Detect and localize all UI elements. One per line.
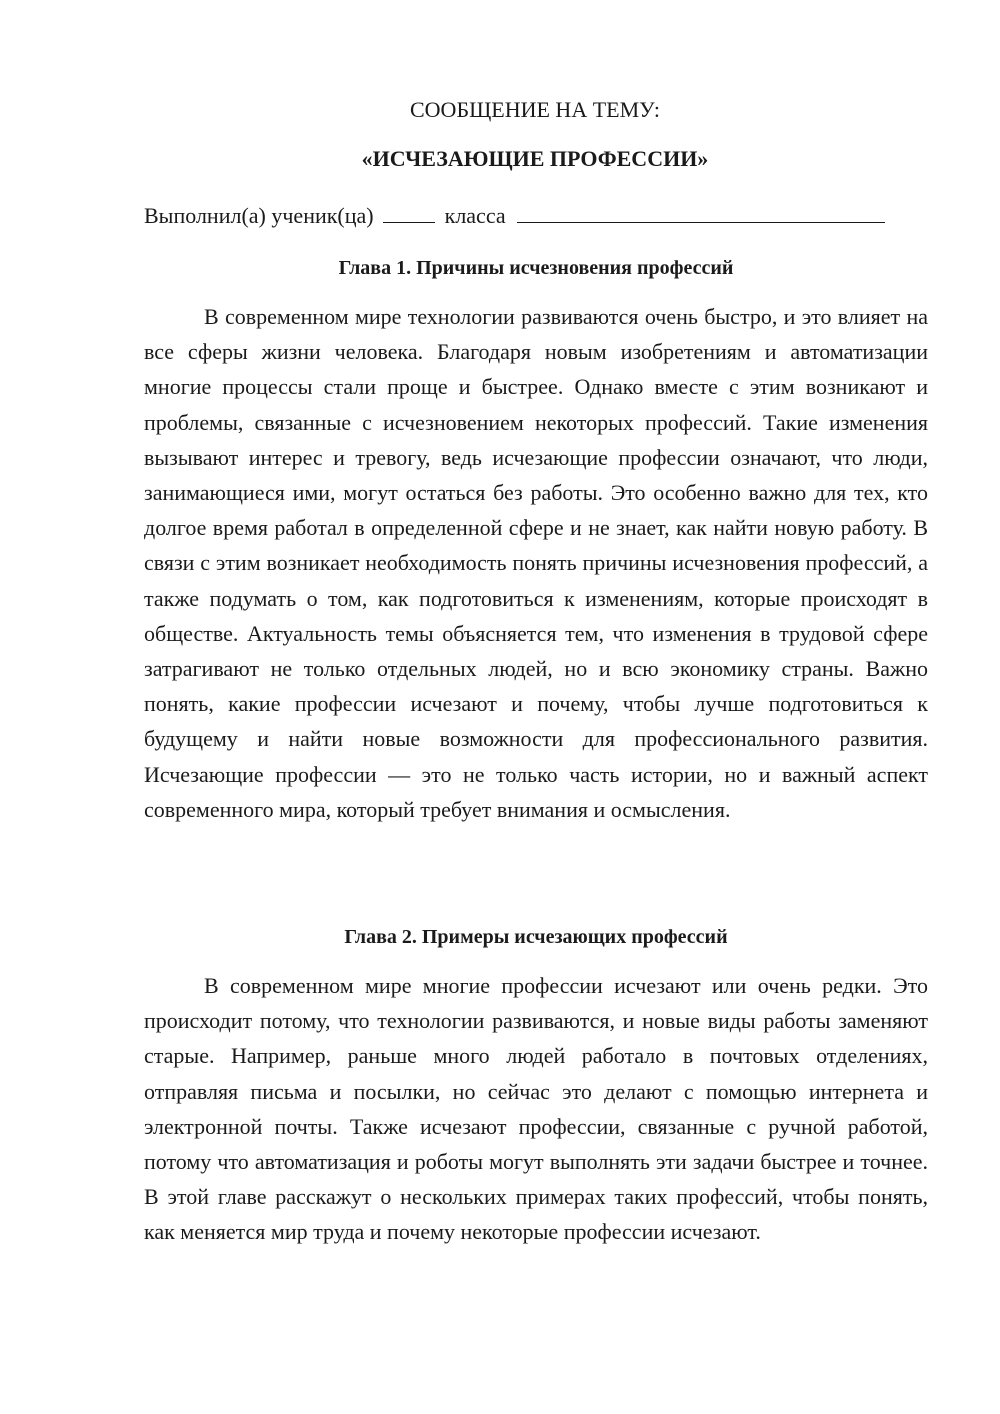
chapter-1-heading: Глава 1. Причины исчезновения профессий bbox=[338, 257, 734, 279]
title-line-1: СООБЩЕНИЕ НА ТЕМУ: bbox=[410, 97, 660, 122]
class-label: класса bbox=[444, 203, 506, 228]
grade-blank bbox=[383, 196, 435, 223]
name-blank bbox=[517, 196, 885, 223]
chapter-1-paragraph: В современном мире технологии развиваются очень быстро, и это влияет на все сферы жизни человека. Благодаря новым изобретениям и автоматизации многие процессы стали проще и быстрее. Однако вместе с этим возникают и проблемы, связанные с исчезновением некоторых профессий. Такие изменения вызывают интерес и тревогу, ведь исчезающие профессии означают, что люди, занимающиеся ими, могут остаться без работы. Это особенно важно для тех, кто долгое время работал в определенной сфере и не знает, как найти новую работу. В связи с этим возникает необходимость понять причины исчезновения профессий, а также подумать о том, как подготовиться к изменениям, которые происходят в обществе. Актуальность темы объясняется тем, что изменения в трудовой сфере затрагивают не только отдельных людей, но и всю экономику страны. Важно понять, какие профессии исчезают и почему, чтобы лучше подготовиться к будущему и найти новые возможности для профессионального развития. Исчезающие профессии — это не только часть истории, но и важный аспект современного мира, который требует внимания и осмысления. bbox=[144, 304, 928, 822]
student-label: Выполнил(а) ученик(ца) bbox=[144, 203, 374, 228]
chapter-2-heading: Глава 2. Примеры исчезающих профессий bbox=[344, 926, 728, 948]
title-line-2: «ИСЧЕЗАЮЩИЕ ПРОФЕССИИ» bbox=[361, 146, 709, 171]
chapter-2-paragraph: В современном мире многие профессии исчезают или очень редки. Это происходит потому, что технологии развиваются, и новые виды работы заменяют старые. Например, раньше много людей работало в почтовых отделениях, отправляя письма и посылки, но сейчас это делают с помощью интернета и электронной почты. Также исчезают профессии, связанные с ручной работой, потому что автоматизация и роботы могут выполнять эти задачи быстрее и точнее. В этой главе расскажут о нескольких примерах таких профессий, чтобы понять, как меняется мир труда и почему некоторые профессии исчезают. bbox=[144, 973, 928, 1245]
student-info-line bbox=[144, 196, 934, 234]
